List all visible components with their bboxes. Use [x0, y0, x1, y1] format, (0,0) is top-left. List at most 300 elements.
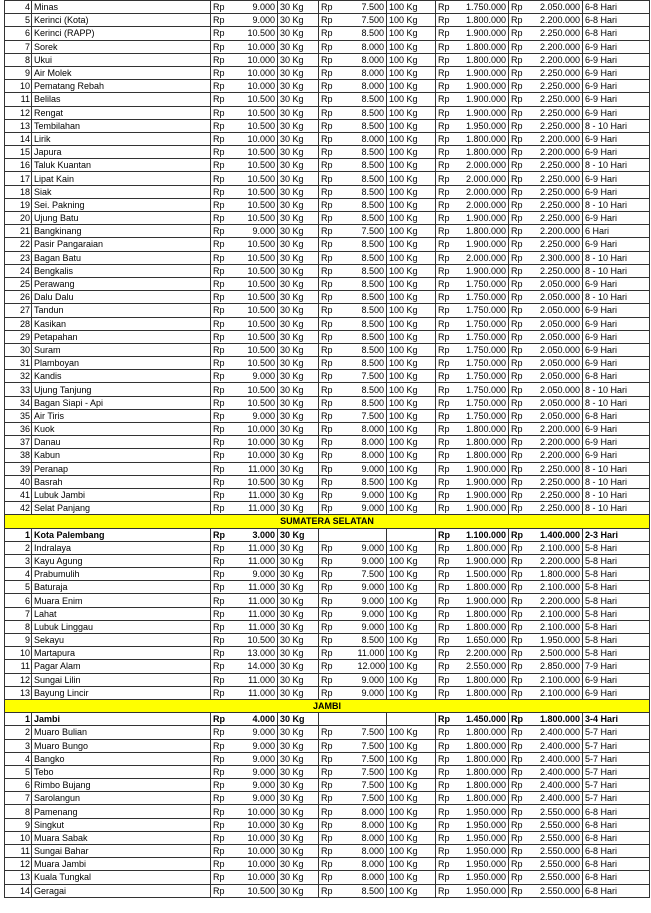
currency-label: Rp: [509, 831, 538, 844]
currency-label: Rp: [509, 185, 538, 198]
min-weight-100: 100 Kg: [387, 330, 436, 343]
price-tier-3: 1.950.000: [459, 818, 509, 831]
currency-label: Rp: [319, 858, 356, 871]
city-name: Pasir Pangaraian: [32, 238, 211, 251]
price-per-kg-30: 10.000: [241, 818, 278, 831]
price-per-kg-30: 10.000: [241, 436, 278, 449]
city-name: Kerinci (Kota): [32, 14, 211, 27]
price-tier-3: 1.900.000: [459, 264, 509, 277]
price-tier-4: 2.050.000: [538, 370, 583, 383]
city-name: Martapura: [32, 647, 211, 660]
currency-label: Rp: [319, 396, 356, 409]
currency-label: Rp: [509, 343, 538, 356]
delivery-time: 5-7 Hari: [583, 726, 650, 739]
price-tier-4: 2.100.000: [538, 673, 583, 686]
price-tier-4: 2.250.000: [538, 119, 583, 132]
currency-label: Rp: [509, 818, 538, 831]
min-weight-100: 100 Kg: [387, 53, 436, 66]
currency-label: Rp: [319, 198, 356, 211]
row-number: 7: [5, 40, 32, 53]
price-per-kg-100: 8.000: [356, 818, 387, 831]
delivery-time: 8 - 10 Hari: [583, 396, 650, 409]
min-weight-30: 30 Kg: [278, 251, 319, 264]
price-tier-3: 1.800.000: [459, 14, 509, 27]
price-tier-3: 1.900.000: [459, 462, 509, 475]
price-tier-4: 2.200.000: [538, 132, 583, 145]
price-tier-4: 2.200.000: [538, 554, 583, 567]
delivery-time: 6-9 Hari: [583, 277, 650, 290]
row-number: 10: [5, 831, 32, 844]
currency-label: Rp: [319, 726, 356, 739]
table-row: [5, 212, 650, 225]
currency-label: Rp: [319, 304, 356, 317]
currency-label: Rp: [436, 620, 459, 633]
city-name: Baturaja: [32, 581, 211, 594]
currency-label: Rp: [319, 831, 356, 844]
price-per-kg-30: 9.000: [241, 409, 278, 422]
currency-label: Rp: [509, 765, 538, 778]
currency-label: Rp: [211, 304, 241, 317]
min-weight-100: 100 Kg: [387, 739, 436, 752]
currency-label: Rp: [436, 291, 459, 304]
row-number: 27: [5, 304, 32, 317]
table-row: [5, 488, 650, 501]
price-tier-3: 2.000.000: [459, 185, 509, 198]
city-name: Lirik: [32, 132, 211, 145]
min-weight-30: 30 Kg: [278, 858, 319, 871]
delivery-time: 6-9 Hari: [583, 80, 650, 93]
currency-label: Rp: [436, 502, 459, 515]
min-weight-100: 100 Kg: [387, 1, 436, 14]
city-name: Lubuk Linggau: [32, 620, 211, 633]
table-row: [5, 132, 650, 145]
currency-label: Rp: [319, 357, 356, 370]
currency-label: Rp: [319, 541, 356, 554]
currency-label: Rp: [436, 673, 459, 686]
currency-label: Rp: [436, 304, 459, 317]
price-tier-3: 1.900.000: [459, 594, 509, 607]
currency-label: Rp: [211, 93, 241, 106]
currency-label: Rp: [211, 409, 241, 422]
min-weight-100: 100 Kg: [387, 198, 436, 211]
currency-label: Rp: [436, 119, 459, 132]
city-name: Perawang: [32, 277, 211, 290]
currency-label: Rp: [436, 884, 459, 897]
price-tier-3: 1.800.000: [459, 132, 509, 145]
price-per-kg-100: 8.000: [356, 80, 387, 93]
currency-label: Rp: [436, 475, 459, 488]
table-row: [5, 185, 650, 198]
currency-label: Rp: [319, 40, 356, 53]
row-number: 2: [5, 726, 32, 739]
min-weight-100: 100 Kg: [387, 251, 436, 264]
delivery-time: 6-9 Hari: [583, 106, 650, 119]
price-per-kg-100: 8.500: [356, 291, 387, 304]
city-name: Sekayu: [32, 634, 211, 647]
row-number: 39: [5, 462, 32, 475]
currency-label: Rp: [509, 1, 538, 14]
currency-label: Rp: [509, 357, 538, 370]
price-tier-3: 1.800.000: [459, 686, 509, 699]
currency-label: Rp: [319, 291, 356, 304]
delivery-time: 6-9 Hari: [583, 146, 650, 159]
price-tier-4: 2.100.000: [538, 686, 583, 699]
table-row: [5, 475, 650, 488]
currency-label: Rp: [436, 858, 459, 871]
delivery-time: 6 Hari: [583, 225, 650, 238]
currency-label: Rp: [211, 568, 241, 581]
min-weight-100: 100 Kg: [387, 488, 436, 501]
currency-label: Rp: [211, 225, 241, 238]
price-tier-4: 2.250.000: [538, 80, 583, 93]
min-weight-100: 100 Kg: [387, 212, 436, 225]
table-row: [5, 805, 650, 818]
row-number: 6: [5, 779, 32, 792]
min-weight-100: 100 Kg: [387, 660, 436, 673]
price-per-kg-30: 10.500: [241, 106, 278, 119]
min-weight-30: 30 Kg: [278, 660, 319, 673]
min-weight-100: 100 Kg: [387, 277, 436, 290]
price-tier-4: 2.200.000: [538, 449, 583, 462]
min-weight-30: 30 Kg: [278, 291, 319, 304]
min-weight-30: 30 Kg: [278, 831, 319, 844]
price-per-kg-100: 8.000: [356, 40, 387, 53]
currency-label: Rp: [436, 554, 459, 567]
currency-label: Rp: [436, 1, 459, 14]
currency-label: Rp: [436, 462, 459, 475]
min-weight-30: 30 Kg: [278, 14, 319, 27]
currency-label: Rp: [319, 423, 356, 436]
min-weight-100: 100 Kg: [387, 159, 436, 172]
delivery-time: 6-8 Hari: [583, 1, 650, 14]
price-tier-3: 1.800.000: [459, 607, 509, 620]
row-number: 5: [5, 581, 32, 594]
min-weight-30: 30 Kg: [278, 528, 319, 541]
min-weight-100: [387, 713, 436, 726]
currency-label: Rp: [319, 475, 356, 488]
min-weight-30: 30 Kg: [278, 568, 319, 581]
row-number: 2: [5, 541, 32, 554]
price-tier-3: 1.450.000: [459, 713, 509, 726]
currency-label: Rp: [211, 792, 241, 805]
currency-label: Rp: [509, 647, 538, 660]
price-per-kg-30: 14.000: [241, 660, 278, 673]
currency-label: Rp: [509, 93, 538, 106]
min-weight-100: 100 Kg: [387, 792, 436, 805]
price-per-kg-30: 4.000: [241, 713, 278, 726]
price-per-kg-30: 11.000: [241, 581, 278, 594]
price-tier-4: 2.200.000: [538, 436, 583, 449]
delivery-time: 5-8 Hari: [583, 607, 650, 620]
delivery-time: 8 - 10 Hari: [583, 488, 650, 501]
price-per-kg-30: 11.000: [241, 488, 278, 501]
currency-label: Rp: [211, 845, 241, 858]
currency-label: Rp: [436, 779, 459, 792]
price-tier-3: 1.900.000: [459, 80, 509, 93]
city-name: Sei. Pakning: [32, 198, 211, 211]
min-weight-30: 30 Kg: [278, 317, 319, 330]
price-per-kg-100: 7.500: [356, 739, 387, 752]
price-per-kg-100: 9.000: [356, 502, 387, 515]
min-weight-100: 100 Kg: [387, 80, 436, 93]
currency-label: Rp: [211, 502, 241, 515]
price-per-kg-100: 8.500: [356, 159, 387, 172]
price-tier-3: 1.750.000: [459, 409, 509, 422]
min-weight-30: 30 Kg: [278, 330, 319, 343]
currency-label: Rp: [319, 80, 356, 93]
city-name: Lubuk Jambi: [32, 488, 211, 501]
currency-label: Rp: [436, 40, 459, 53]
price-tier-4: 1.800.000: [538, 568, 583, 581]
section-title: JAMBI: [5, 699, 650, 712]
min-weight-100: 100 Kg: [387, 383, 436, 396]
price-tier-3: 1.800.000: [459, 449, 509, 462]
table-row: [5, 449, 650, 462]
currency-label: Rp: [436, 805, 459, 818]
currency-label: Rp: [436, 357, 459, 370]
price-per-kg-30: 13.000: [241, 647, 278, 660]
row-number: 12: [5, 106, 32, 119]
table-row: [5, 396, 650, 409]
currency-label: Rp: [436, 264, 459, 277]
price-per-kg-100: 8.500: [356, 238, 387, 251]
min-weight-30: 30 Kg: [278, 119, 319, 132]
currency-label: Rp: [436, 871, 459, 884]
table-row: [5, 304, 650, 317]
min-weight-100: 100 Kg: [387, 40, 436, 53]
currency-label: Rp: [436, 396, 459, 409]
currency-label: Rp: [436, 251, 459, 264]
delivery-time: 6-9 Hari: [583, 185, 650, 198]
min-weight-100: 100 Kg: [387, 845, 436, 858]
row-number: 3: [5, 554, 32, 567]
city-name: Bangko: [32, 752, 211, 765]
delivery-time: 6-8 Hari: [583, 805, 650, 818]
price-per-kg-30: 10.500: [241, 291, 278, 304]
currency-label: Rp: [509, 27, 538, 40]
price-per-kg-100: 8.500: [356, 27, 387, 40]
currency-label: Rp: [211, 264, 241, 277]
min-weight-100: 100 Kg: [387, 818, 436, 831]
city-name: Pamenang: [32, 805, 211, 818]
price-per-kg-30: 10.000: [241, 871, 278, 884]
currency-label: Rp: [436, 277, 459, 290]
price-tier-4: 2.550.000: [538, 845, 583, 858]
city-name: Sungai Lilin: [32, 673, 211, 686]
currency-label: Rp: [436, 647, 459, 660]
price-per-kg-30: 9.000: [241, 765, 278, 778]
price-tier-3: 1.750.000: [459, 370, 509, 383]
currency-label: Rp: [319, 264, 356, 277]
currency-label: Rp: [319, 146, 356, 159]
price-per-kg-30: 9.000: [241, 752, 278, 765]
table-row: [5, 436, 650, 449]
currency-label: Rp: [211, 27, 241, 40]
table-row: [5, 198, 650, 211]
min-weight-100: 100 Kg: [387, 409, 436, 422]
min-weight-30: 30 Kg: [278, 805, 319, 818]
currency-label: Rp: [211, 383, 241, 396]
currency-label: Rp: [509, 251, 538, 264]
currency-label: Rp: [211, 40, 241, 53]
currency-label: Rp: [211, 647, 241, 660]
min-weight-100: 100 Kg: [387, 423, 436, 436]
currency-label: Rp: [319, 792, 356, 805]
price-tier-4: 2.200.000: [538, 40, 583, 53]
price-per-kg-100: 9.000: [356, 581, 387, 594]
currency-label: Rp: [436, 238, 459, 251]
price-tier-4: 2.250.000: [538, 159, 583, 172]
currency-label: Rp: [509, 304, 538, 317]
min-weight-30: 30 Kg: [278, 185, 319, 198]
currency-label: Rp: [509, 53, 538, 66]
row-number: 19: [5, 198, 32, 211]
price-per-kg-30: 10.500: [241, 304, 278, 317]
price-per-kg-100: 7.500: [356, 726, 387, 739]
currency-label: Rp: [319, 779, 356, 792]
price-tier-4: 2.550.000: [538, 818, 583, 831]
delivery-time: 8 - 10 Hari: [583, 251, 650, 264]
price-per-kg-30: 10.500: [241, 212, 278, 225]
price-per-kg-100: 12.000: [357, 661, 386, 672]
price-per-kg-100: 8.000: [356, 423, 387, 436]
min-weight-30: 30 Kg: [278, 409, 319, 422]
delivery-time: 6-9 Hari: [583, 686, 650, 699]
currency-label: Rp: [319, 238, 356, 251]
min-weight-100: 100 Kg: [387, 396, 436, 409]
table-row: [5, 146, 650, 159]
table-row: [5, 634, 650, 647]
price-per-kg-30: 10.500: [241, 159, 278, 172]
min-weight-30: 30 Kg: [278, 146, 319, 159]
delivery-time: 6-9 Hari: [583, 40, 650, 53]
table-row: [5, 93, 650, 106]
price-per-kg-100: 8.500: [356, 634, 387, 647]
currency-label: Rp: [319, 106, 356, 119]
min-weight-100: 100 Kg: [387, 647, 436, 660]
price-per-kg-30: 11.000: [241, 620, 278, 633]
currency-label: Rp: [509, 871, 538, 884]
min-weight-30: 30 Kg: [278, 304, 319, 317]
price-tier-4: 2.400.000: [538, 765, 583, 778]
row-number: 26: [5, 291, 32, 304]
price-per-kg-30: 9.000: [241, 739, 278, 752]
price-per-kg-100: 8.000: [356, 831, 387, 844]
currency-label: Rp: [509, 475, 538, 488]
price-tier-3: 1.900.000: [459, 238, 509, 251]
price-per-kg-30: 9.000: [241, 792, 278, 805]
currency-label: Rp: [436, 370, 459, 383]
currency-label: Rp: [319, 581, 356, 594]
table-row: [5, 14, 650, 27]
currency-label: Rp: [509, 739, 538, 752]
table-row: [5, 291, 650, 304]
currency-label: Rp: [509, 607, 538, 620]
price-tier-3: 1.900.000: [459, 106, 509, 119]
currency-label: Rp: [436, 568, 459, 581]
city-name: Kabun: [32, 449, 211, 462]
city-name: Pagar Alam: [32, 660, 211, 673]
price-per-kg-30: 10.500: [241, 383, 278, 396]
delivery-time: 6-8 Hari: [583, 884, 650, 897]
currency-label: Rp: [211, 106, 241, 119]
row-number: 7: [5, 792, 32, 805]
currency-label: Rp: [436, 726, 459, 739]
currency-label: Rp: [211, 607, 241, 620]
price-per-kg-30: 10.500: [241, 27, 278, 40]
price-per-kg-100: 9.000: [356, 462, 387, 475]
min-weight-30: 30 Kg: [278, 93, 319, 106]
price-per-kg-100: 8.500: [356, 343, 387, 356]
row-number: 12: [5, 673, 32, 686]
row-number: 11: [5, 845, 32, 858]
min-weight-30: 30 Kg: [278, 752, 319, 765]
row-number: 4: [5, 752, 32, 765]
city-name: Singkut: [32, 818, 211, 831]
min-weight-30: 30 Kg: [278, 726, 319, 739]
currency-label: Rp: [509, 198, 538, 211]
min-weight-100: 100 Kg: [387, 594, 436, 607]
currency-label: Rp: [509, 673, 538, 686]
table-row: [5, 752, 650, 765]
min-weight-30: 30 Kg: [278, 132, 319, 145]
delivery-time: 6-9 Hari: [583, 172, 650, 185]
city-name: Muara Sabak: [32, 831, 211, 844]
city-name: Kandis: [32, 370, 211, 383]
price-tier-4: 2.300.000: [538, 251, 583, 264]
currency-label: [319, 713, 356, 726]
price-tier-4: 2.400.000: [538, 739, 583, 752]
city-name: Danau: [32, 436, 211, 449]
price-per-kg-30: 11.000: [241, 502, 278, 515]
min-weight-30: 30 Kg: [278, 277, 319, 290]
delivery-time: 6-9 Hari: [583, 436, 650, 449]
currency-label: Rp: [509, 805, 538, 818]
price-tier-4: 1.800.000: [538, 713, 583, 726]
min-weight-30: 30 Kg: [278, 634, 319, 647]
currency-label: Rp: [211, 80, 241, 93]
city-name: Muaro Bungo: [32, 739, 211, 752]
price-tier-4: 1.400.000: [538, 528, 583, 541]
city-name: Kasikan: [32, 317, 211, 330]
price-per-kg-100: 8.500: [356, 93, 387, 106]
row-number: 6: [5, 594, 32, 607]
price-per-kg-100: [356, 528, 387, 541]
min-weight-30: 30 Kg: [278, 581, 319, 594]
city-name: Lipat Kain: [32, 172, 211, 185]
currency-label: Rp: [211, 554, 241, 567]
currency-label: Rp: [319, 172, 356, 185]
currency-label: Rp: [211, 172, 241, 185]
table-row: [5, 554, 650, 567]
currency-label: Rp: [211, 317, 241, 330]
price-per-kg-30: 10.500: [241, 251, 278, 264]
price-tier-3: 2.550.000: [459, 660, 509, 673]
min-weight-30: 30 Kg: [278, 594, 319, 607]
delivery-time: 6-8 Hari: [583, 858, 650, 871]
table-row: [5, 80, 650, 93]
city-name: Air Molek: [32, 66, 211, 79]
delivery-time: 5-8 Hari: [583, 541, 650, 554]
min-weight-100: 100 Kg: [387, 106, 436, 119]
currency-label: Rp: [211, 185, 241, 198]
city-name: Tembilahan: [32, 119, 211, 132]
price-tier-3: 1.800.000: [459, 146, 509, 159]
currency-label: Rp: [509, 40, 538, 53]
min-weight-100: 100 Kg: [387, 172, 436, 185]
currency-label: [319, 528, 356, 541]
min-weight-100: 100 Kg: [387, 726, 436, 739]
